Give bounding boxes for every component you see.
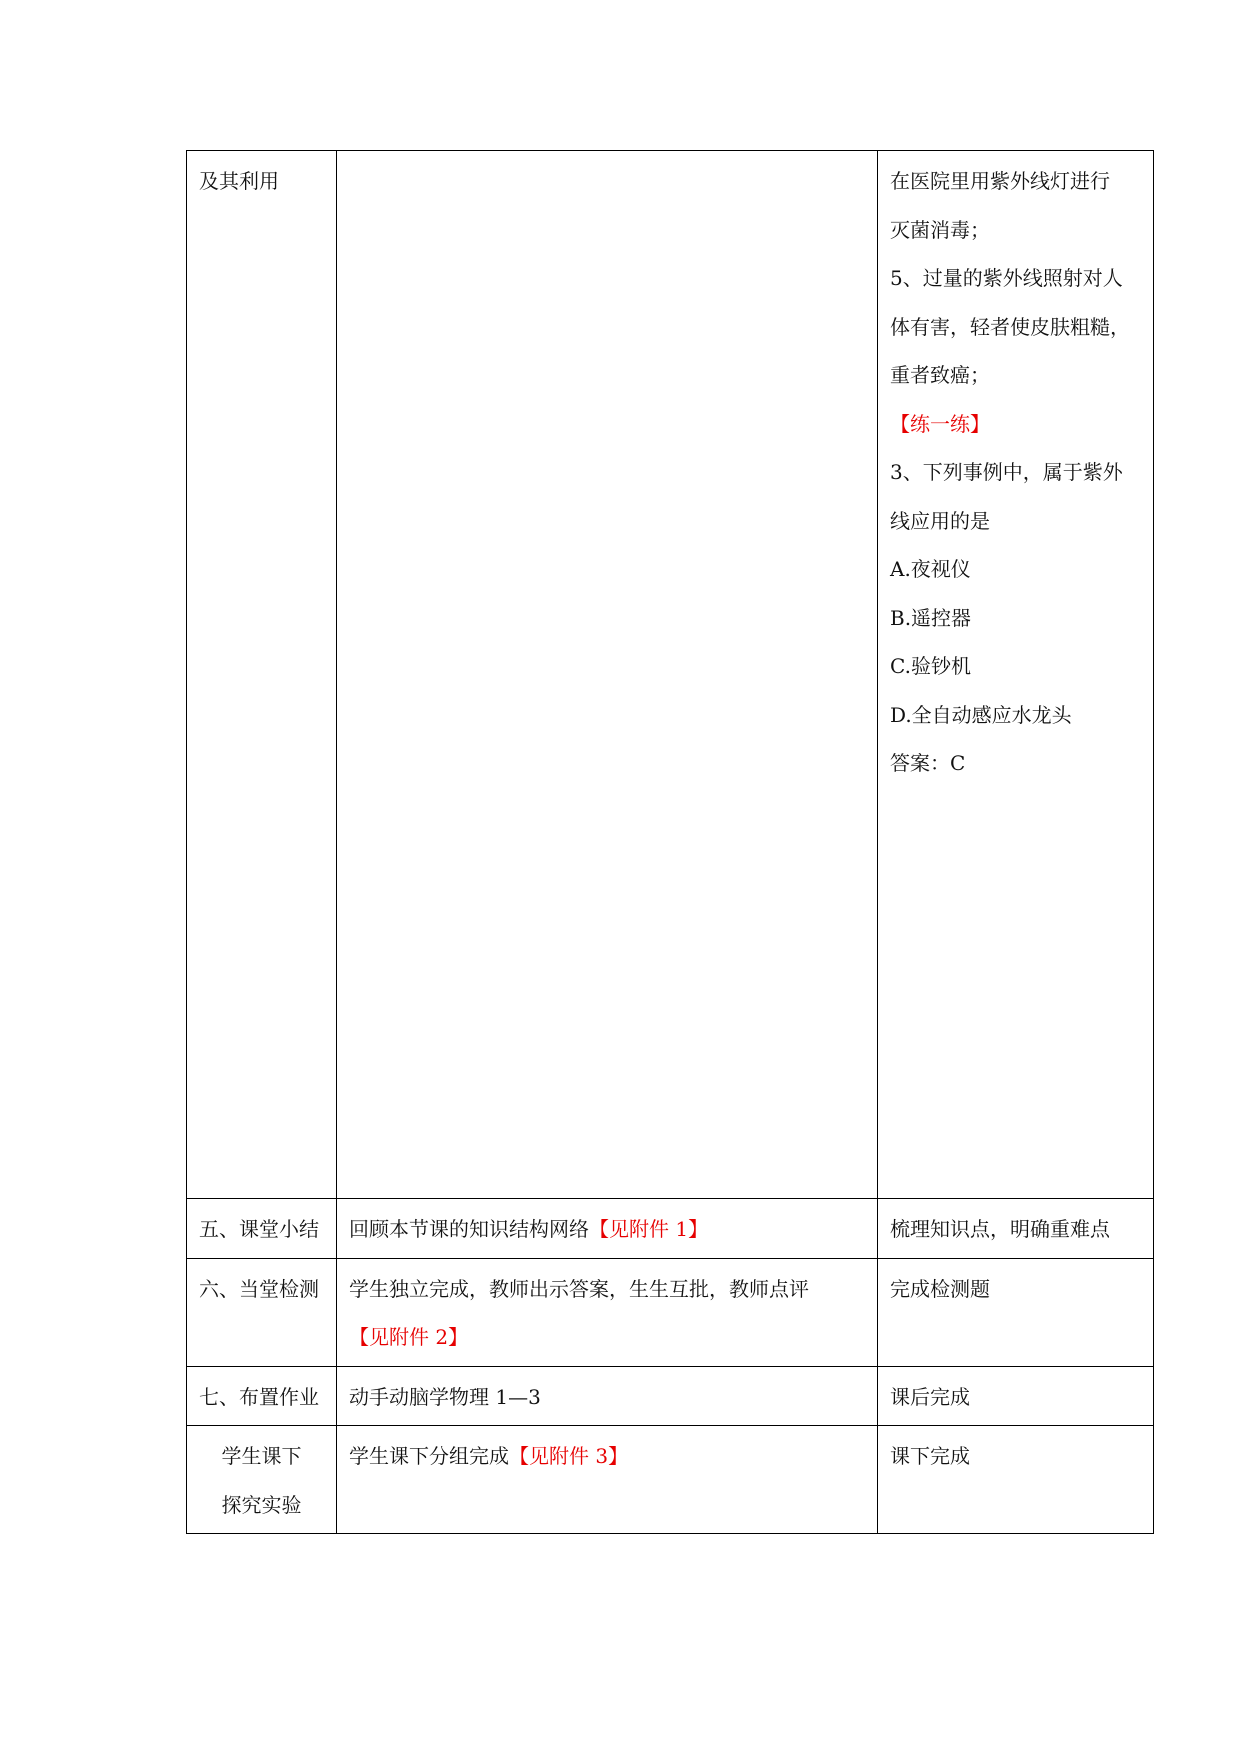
teacher-activity-cell [337, 1366, 878, 1426]
text-line: 灭菌消毒； [890, 217, 990, 242]
teacher-activity-cell [337, 1258, 878, 1366]
table-row [187, 1199, 1154, 1259]
stage-cell [187, 1366, 337, 1426]
student-activity-cell [878, 151, 1154, 1199]
teacher-activity-cell [337, 1426, 878, 1534]
student-activity-cell [878, 1366, 1154, 1426]
note-text: 课后完成 [890, 1384, 970, 1409]
content-text: 动手动脑学物理 1—3 [349, 1384, 541, 1409]
text-line: 在医院里用紫外线灯进行 [890, 169, 1110, 193]
note-text: 完成检测题 [890, 1276, 990, 1301]
option-b: B.遥控器 [890, 605, 972, 630]
content-text: 回顾本节课的知识结构网络 [349, 1217, 589, 1241]
table-row [187, 1366, 1154, 1426]
table-row [187, 1258, 1154, 1366]
stage-cell [187, 1199, 337, 1259]
stage-cell [187, 1426, 337, 1534]
stage-cell [187, 151, 337, 1199]
stage-cell [187, 1258, 337, 1366]
stage-label: 七、布置作业 [199, 1384, 319, 1409]
lesson-plan-table [186, 150, 1154, 1534]
student-activity-cell [878, 1258, 1154, 1366]
practice-label: 【练一练】 [890, 411, 990, 436]
teacher-activity-cell [337, 151, 878, 1199]
text-line: 重者致癌； [890, 363, 990, 387]
attachment-ref: 【见附件 1】 [589, 1217, 709, 1241]
option-d: D.全自动感应水龙头 [890, 702, 1072, 727]
content-text: 学生独立完成，教师出示答案，生生互批，教师点评 [349, 1276, 809, 1301]
answer-text: 答案：C [890, 751, 966, 775]
stage-label: 探究实验 [221, 1492, 302, 1517]
teacher-activity-cell [337, 1199, 878, 1259]
student-activity-cell [878, 1426, 1154, 1534]
attachment-ref: 【见附件 2】 [349, 1325, 469, 1349]
student-activity-cell [878, 1199, 1154, 1259]
stage-label: 五、课堂小结 [199, 1217, 319, 1241]
stage-label: 及其利用 [199, 169, 279, 193]
option-c: C.验钞机 [890, 654, 971, 678]
question-line: 3、下列事例中，属于紫外 [890, 460, 1123, 484]
stage-label: 六、当堂检测 [199, 1276, 319, 1301]
note-text: 梳理知识点，明确重难点 [890, 1217, 1110, 1241]
content-text: 学生课下分组完成 [349, 1444, 509, 1468]
option-a: A.夜视仪 [890, 557, 971, 581]
question-line: 线应用的是 [890, 508, 990, 533]
table-row [187, 1426, 1154, 1534]
stage-label: 学生课下 [221, 1444, 302, 1468]
attachment-ref: 【见附件 3】 [509, 1444, 629, 1468]
table-row [187, 151, 1154, 1199]
text-line: 5、过量的紫外线照射对人 [890, 266, 1123, 290]
note-text: 课下完成 [890, 1444, 970, 1468]
text-line: 体有害，轻者使皮肤粗糙， [890, 314, 1130, 339]
